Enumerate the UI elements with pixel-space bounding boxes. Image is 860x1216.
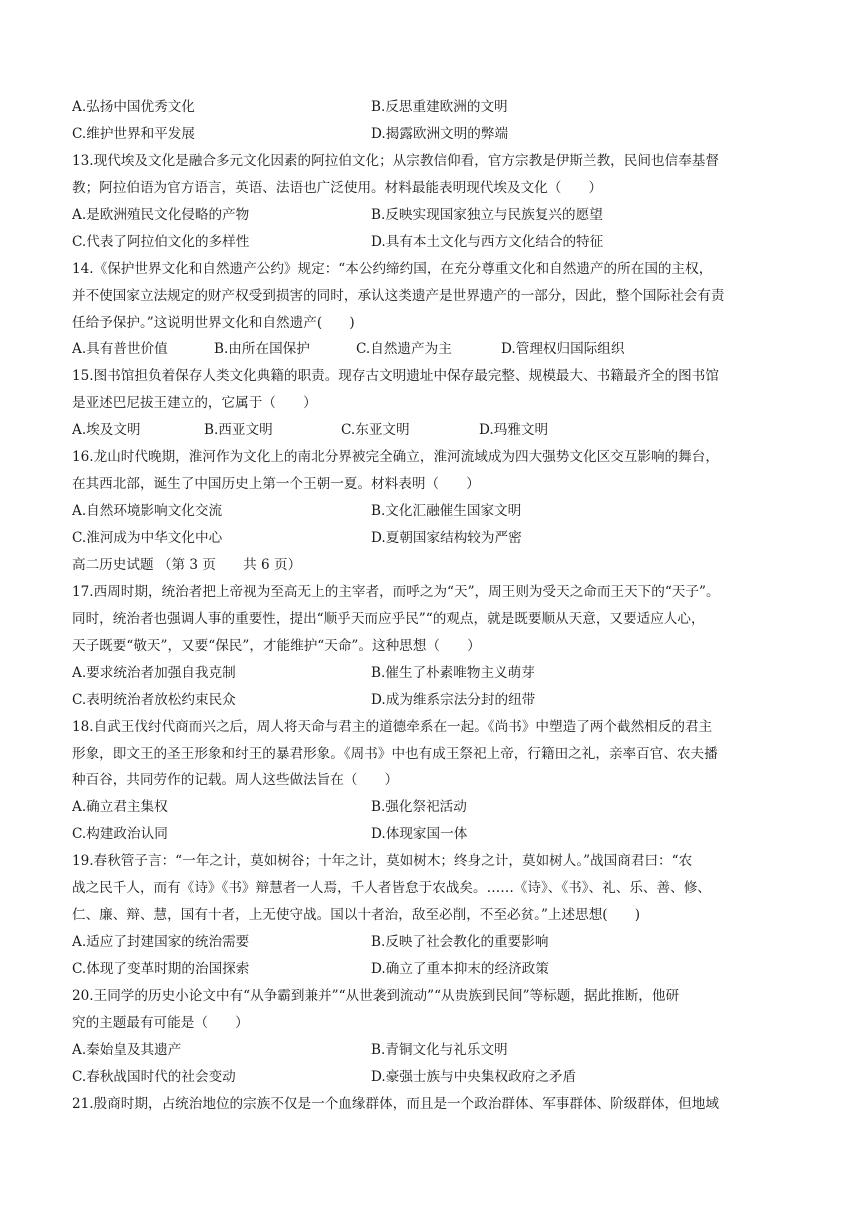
q14-option-a[interactable]: A.具有普世价值 xyxy=(72,341,168,358)
q19-option-d[interactable]: D.确立了重本抑末的经济政策 xyxy=(371,961,549,977)
q19-stem-line-2: 战之民千人，而有《诗》《书》辩慧者一人焉，千人者皆怠于农战矣。……《诗》、《书》、礼、乐、善、修、 xyxy=(72,880,711,897)
q16-option-a[interactable]: A.自然环境影响文化交流 xyxy=(72,503,223,520)
q21-stem-line-1: 21.殷商时期，占统治地位的宗族不仅是一个血缘群体，而且是一个政治群体、军事群体、阶级群体，但地域 xyxy=(72,1095,719,1112)
q12-option-c[interactable]: C.维护世界和平发展 xyxy=(72,125,195,142)
q19-option-b[interactable]: B.反映了社会教化的重要影响 xyxy=(371,934,549,951)
q12-option-b[interactable]: B.反思重建欧洲的文明 xyxy=(371,99,508,115)
q13-options-row-1 xyxy=(72,202,794,229)
q20-options-row-2 xyxy=(72,1064,794,1091)
q12-options-row-1 xyxy=(72,94,794,121)
q20-option-b[interactable]: B.青铜文化与礼乐文明 xyxy=(371,1041,508,1058)
q17-option-a[interactable]: A.要求统治者加强自我克制 xyxy=(72,664,236,681)
q14-stem-line-1: 14.《保护世界文化和自然遗产公约》规定：“本公约缔约国，在充分尊重文化和自然遗产的所在国的主权， xyxy=(72,260,713,277)
q19-options-row-1 xyxy=(72,929,794,956)
q13-stem-line-2: 教；阿拉伯语为官方语言，英语、法语也广泛使用。材料最能表明现代埃及文化（ ） xyxy=(72,179,603,196)
q16-options-row-1 xyxy=(72,498,794,525)
q16-stem-line-1: 16.龙山时代晚期，淮河作为文化上的南北分界被完全确立，淮河流域成为四大强势文化区交互影响的舞台， xyxy=(72,449,719,466)
q14-options-row xyxy=(72,336,794,363)
q13-option-d[interactable]: D.具有本土文化与西方文化结合的特征 xyxy=(371,233,604,250)
q13-option-c[interactable]: C.代表了阿拉伯文化的多样性 xyxy=(72,233,250,250)
q13-option-a[interactable]: A.是欧洲殖民文化侵略的产物 xyxy=(72,206,250,223)
page-footer: 高二历史试题 （第 3 页 共 6 页） xyxy=(72,556,302,573)
q16-options-row-2 xyxy=(72,525,794,552)
q16-option-c[interactable]: C.淮河成为中华文化中心 xyxy=(72,530,223,546)
q16-stem-line-2: 在其西北部，诞生了中国历史上第一个王朝一夏。材料表明（ ） xyxy=(72,476,480,493)
q17-options-row-2 xyxy=(72,687,794,714)
q17-options-row-1 xyxy=(72,660,794,687)
q15-option-b[interactable]: B.西亚文明 xyxy=(204,422,273,439)
q17-option-b[interactable]: B.催生了朴素唯物主义萌芽 xyxy=(371,664,535,681)
q15-options-row xyxy=(72,417,794,444)
q14-option-d[interactable]: D.管理权归国际组织 xyxy=(501,341,625,358)
q18-stem-line-1: 18.自武王伐纣代商而兴之后，周人将天命与君主的道德牵系在一起。《尚书》中塑造了两个截然相反的君主 xyxy=(72,718,713,735)
q19-option-c[interactable]: C.体现了变革时期的治国探索 xyxy=(72,961,250,977)
q14-stem-line-2: 并不使国家立法规定的财产权受到损害的同时，承认这类遗产是世界遗产的一部分，因此，整个国际社会有责 xyxy=(72,287,725,304)
q18-option-b[interactable]: B.强化祭祀活动 xyxy=(371,799,467,816)
q14-stem-line-3: 任给予保护。”这说明世界文化和自然遗产( ) xyxy=(72,314,355,331)
q15-stem-line-1: 15.图书馆担负着保存人类文化典籍的职责。现存古文明遗址中保存最完整、规模最大、书籍最齐全的图书馆 xyxy=(72,368,719,385)
q15-option-a[interactable]: A.埃及文明 xyxy=(72,422,141,439)
q19-stem-line-1: 19.春秋管子言：“一年之计，莫如树谷；十年之计，莫如树木；终身之计，莫如树人。”战国商君曰：“农 xyxy=(72,853,693,870)
q15-option-c[interactable]: C.东亚文明 xyxy=(341,422,410,439)
q18-stem-line-2: 形象，即文王的圣王形象和纣王的暴君形象。《周书》中也有成王祭祀上帝，行籍田之礼，亲率百官、农夫播 xyxy=(72,745,718,762)
q16-option-b[interactable]: B.文化汇融催生国家文明 xyxy=(371,503,522,520)
q15-option-d[interactable]: D.玛雅文明 xyxy=(479,422,549,439)
q18-options-row-1 xyxy=(72,794,794,821)
q17-stem-line-2: 同时，统治者也强调人事的重要性，提出“顺乎天而应乎民”“的观点，就是既要顺从天意，又要适应人心， xyxy=(72,610,705,627)
q14-option-b[interactable]: B.由所在国保护 xyxy=(214,341,310,358)
q12-option-d[interactable]: D.揭露欧洲文明的弊端 xyxy=(371,125,509,142)
q15-stem-line-2: 是亚述巴尼拔王建立的，它属于（ ） xyxy=(72,395,317,412)
q18-option-d[interactable]: D.体现家国一体 xyxy=(371,826,468,843)
q18-stem-line-3: 种百谷，共同劳作的记载。周人这些做法旨在（ ） xyxy=(72,772,399,789)
q18-option-a[interactable]: A.确立君主集权 xyxy=(72,799,168,816)
q19-option-a[interactable]: A.适应了封建国家的统治需要 xyxy=(72,934,250,951)
q20-stem-line-1: 20.王同学的历史小论文中有“从争霸到兼并”“从世袭到流动”“从贵族到民间”等标题，据此推断，他研 xyxy=(72,987,680,1004)
q19-stem-line-3: 仁、廉、辩、慧，国有十者，上无使守战。国以十者治，敌至必削，不至必贫。”上述思想( ) xyxy=(72,907,641,924)
q20-option-a[interactable]: A.秦始皇及其遗产 xyxy=(72,1041,182,1058)
exam-page xyxy=(72,94,794,1118)
q12-options-row-2 xyxy=(72,121,794,148)
q18-option-c[interactable]: C.构建政治认同 xyxy=(72,826,168,843)
q18-options-row-2 xyxy=(72,821,794,848)
q17-stem-line-3: 天子既要“敬天”，又要“保民”，才能维护“天命”。这种思想（ ） xyxy=(72,637,481,654)
q20-stem-line-2: 究的主题最有可能是（ ） xyxy=(72,1014,249,1031)
q12-option-a[interactable]: A.弘扬中国优秀文化 xyxy=(72,99,195,115)
q13-option-b[interactable]: B.反映实现国家独立与民族复兴的愿望 xyxy=(371,206,603,223)
q20-options-row-1 xyxy=(72,1037,794,1064)
q17-option-d[interactable]: D.成为维系宗法分封的纽带 xyxy=(371,691,536,708)
q13-options-row-2 xyxy=(72,229,794,256)
q20-option-c[interactable]: C.春秋战国时代的社会变动 xyxy=(72,1068,236,1085)
q17-stem-line-1: 17.西周时期，统治者把上帝视为至高无上的主宰者，而呼之为“天”，周王则为受天之命而王天下的“天子”。 xyxy=(72,583,720,600)
q19-options-row-2 xyxy=(72,956,794,983)
q16-option-d[interactable]: D.夏朝国家结构较为严密 xyxy=(371,530,522,546)
q13-stem-line-1: 13.现代埃及文化是融合多元文化因素的阿拉伯文化；从宗教信仰看，官方宗教是伊斯兰教，民间也信奉基督 xyxy=(72,152,719,169)
q17-option-c[interactable]: C.表明统治者放松约束民众 xyxy=(72,691,236,708)
q20-option-d[interactable]: D.豪强士族与中央集权政府之矛盾 xyxy=(371,1068,577,1085)
q14-option-c[interactable]: C.自然遗产为主 xyxy=(356,341,452,358)
